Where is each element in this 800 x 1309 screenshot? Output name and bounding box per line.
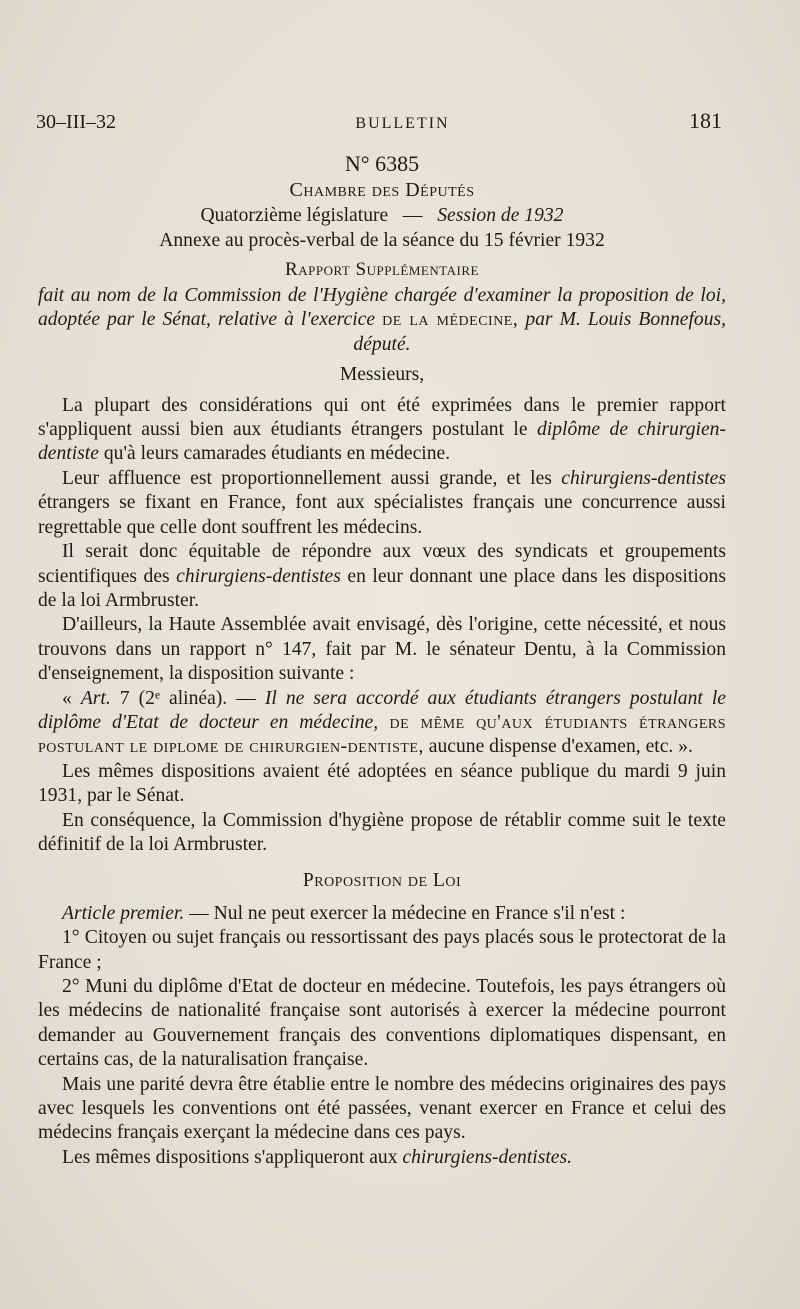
annex-line: Annexe au procès-verbal de la séance du 15 février 1932 bbox=[159, 230, 605, 252]
p3-text-a: Il serait donc équitable de répondre aux vœux des syndicats et groupements scientifiques des bbox=[38, 541, 726, 587]
p1-text-a: La plupart des considérations qui ont été exprimées dans le premier rapport s'appliquent aussi bien aux étudiants étrangers postulant le bbox=[38, 394, 726, 441]
article-item-1: 1° Citoyen ou sujet français ou ressortissant des pays placés sous le protectorat de la France ; bbox=[38, 927, 726, 973]
report-title: Rapport Supplémentaire bbox=[285, 258, 479, 280]
article-premier bbox=[38, 902, 726, 926]
legislature-dash: — bbox=[402, 204, 423, 226]
p1-text-b: diplôme de chirurgien-dentiste bbox=[38, 419, 726, 465]
p2-text-b: chirurgiens-dentistes bbox=[561, 467, 726, 489]
document-body bbox=[38, 152, 726, 1170]
chamber-title: Chambre des Députés bbox=[289, 179, 475, 202]
article-text: — Nul ne peut exercer la médecine en France s'il n'est : bbox=[184, 902, 626, 924]
paragraph-5-quote bbox=[38, 687, 726, 760]
p3-text-c: en leur donnant une place dans les dispositions de la loi Armbruster. bbox=[38, 565, 726, 611]
last-text-b: chirurgiens-dentistes. bbox=[402, 1146, 573, 1168]
p3-text-b: chirurgiens-dentistes bbox=[176, 565, 341, 587]
paragraph-7: En conséquence, la Commission d'hygiène propose de rétablir comme suit le texte définitif de la loi Armbruster. bbox=[38, 809, 726, 855]
header-title: BULLETIN bbox=[355, 115, 450, 132]
paragraph-2 bbox=[38, 467, 726, 540]
salutation: Messieurs, bbox=[339, 364, 425, 386]
paragraph-3 bbox=[38, 540, 726, 613]
p5-article-label: Art. bbox=[80, 687, 111, 709]
report-author: par M. Louis Bonnefous, député. bbox=[353, 309, 727, 355]
p5-quote-italic: Il ne sera accordé aux étudiants étrangers postulant le diplôme d'Etat de docteur en médecine, bbox=[38, 687, 726, 733]
article-label: Article premier. bbox=[62, 902, 185, 924]
running-header bbox=[36, 108, 722, 134]
session-label: Session de 1932 bbox=[437, 204, 564, 226]
proposition-title: Proposition de Loi bbox=[302, 870, 462, 892]
report-subject: de la médecine, bbox=[382, 309, 519, 331]
p5-article-ref: 7 (2ᵉ alinéa). — bbox=[110, 687, 265, 709]
report-description bbox=[38, 284, 726, 357]
p5-open-quote: « bbox=[62, 687, 81, 709]
report-intro: fait au nom de la Commission de l'Hygiène chargée d'examiner la proposition de loi, adoptée par le Sénat, relative à l'exercice bbox=[38, 285, 726, 331]
p2-text-a: Leur affluence est proportionnellement aussi grande, et les bbox=[62, 467, 562, 489]
document-number: N° 6385 bbox=[344, 151, 420, 176]
p2-text-c: étrangers se fixant en France, font aux spécialistes français une concurrence aussi regrettable que celle dont souffrent les médecins. bbox=[38, 492, 726, 538]
legislature-label: Quatorzième législature bbox=[200, 204, 389, 226]
p5-quote-smallcaps: de même qu'aux étudiants étrangers postulant le diplome de chirurgien-dentiste, bbox=[38, 711, 726, 758]
header-date: 30–III–32 bbox=[36, 111, 116, 133]
article-item-2: 2° Muni du diplôme d'Etat de docteur en médecine. Toutefois, les pays étrangers où les médecins de nationalité française sont autorisés à exercer la médecine pourront demander au Gouvernement français des conventions diplomatiques dispensant, en certains cas, de la naturalisation française. bbox=[38, 976, 726, 1071]
last-text-a: Les mêmes dispositions s'appliqueront aux bbox=[62, 1146, 403, 1168]
parity-paragraph: Mais une parité devra être établie entre le nombre des médecins originaires des pays avec lesquels les conventions ont été passées, venant exercer en France et celui des médecins français exerçant la médecine dans ces pays. bbox=[38, 1073, 726, 1144]
header-page-number: 181 bbox=[689, 108, 722, 133]
p5-quote-end: aucune dispense d'examen, etc. ». bbox=[423, 736, 693, 758]
p1-text-c: qu'à leurs camarades étudiants en médecine. bbox=[98, 443, 451, 465]
paragraph-4: D'ailleurs, la Haute Assemblée avait envisagé, dès l'origine, cette nécessité, et nous trouvons dans un rapport n° 147, fait par M. le sénateur Dentu, à la Commission d'enseignement, la disposition suivante : bbox=[38, 614, 726, 685]
paragraph-1 bbox=[38, 394, 726, 467]
paragraph-6: Les mêmes dispositions avaient été adoptées en séance publique du mardi 9 juin 1931, par le Sénat. bbox=[38, 760, 726, 807]
legislature-line bbox=[38, 204, 726, 228]
last-paragraph bbox=[38, 1146, 726, 1170]
